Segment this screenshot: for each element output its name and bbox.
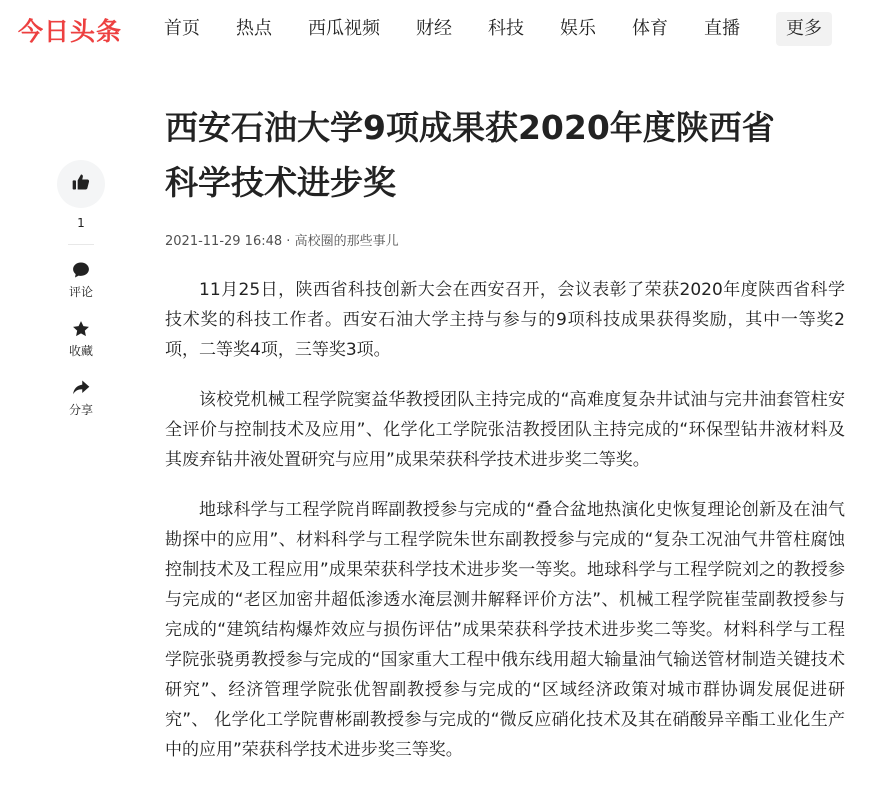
star-icon [56,318,106,340]
article-meta [165,230,845,249]
comment-label: 评论 [68,285,93,299]
share-arrow-icon [56,377,106,399]
top-bar [0,0,882,58]
site-logo[interactable]: 今日头条 [18,17,123,46]
nav-item-home[interactable]: 首页 [164,18,200,39]
article-title-line-1: 西安石油大学9项成果获2020年度陕西省 [165,108,775,147]
like-count: 1 [77,216,85,230]
article-title [165,100,845,210]
article [165,100,845,785]
article-paragraph: 地球科学与工程学院肖晖副教授参与完成的“叠合盆地热演化史恢复理论创新及在油气勘探中的应用”、材料科学与工程学院朱世东副教授参与完成的“复杂工况油气井管柱腐蚀控制技术及工程应用”成果荣获科学技术进步奖一等奖。地球科学与工程学院刘之的教授参与完成的“老区加密井超低渗透水淹层测井解释评价方法”、机械工程学院崔莹副教授参与完成的“建筑结构爆炸效应与损伤评估”成果荣获科学技术进步奖二等奖。材料科学与工程学院张骁勇教授参与完成的“国家重大工程中俄东线用超大输量油气输送管材制造关键技术研究”、经济管理学院张优智副教授参与完成的“区域经济政策对城市群协调发展促进研究”、 化学化工学院曹彬副教授参与完成的“微反应硝化技术及其在硝酸异辛酯工业化生产中的应用”荣获科学技术进步奖三等奖。 [165,500,845,760]
favorite-button[interactable] [56,318,106,359]
nav-item-sports[interactable]: 体育 [632,18,668,39]
article-title-line-2: 科学技术进步奖 [165,163,396,202]
sidebar-divider [68,244,94,245]
nav-item-finance[interactable]: 财经 [416,18,452,39]
comment-button[interactable] [56,259,106,300]
share-label: 分享 [68,403,93,417]
nav-item-tech[interactable]: 科技 [488,18,524,39]
meta-separator: · [286,234,291,249]
publish-time: 2021-11-29 16:48 [165,234,283,249]
article-body [165,275,845,765]
like-button[interactable] [57,160,105,208]
favorite-label: 收藏 [68,344,93,358]
nav-item-xigua-video[interactable]: 西瓜视频 [308,18,380,39]
article-paragraph: 11月25日，陕西省科技创新大会在西安召开，会议表彰了荣获2020年度陕西省科学技术奖的科技工作者。西安石油大学主持与参与的9项科技成果获得奖励，其中一等奖2项，二等奖4项，三等奖3项。 [165,280,845,360]
thumbs-up-icon [71,172,91,196]
article-source[interactable]: 高校圈的那些事儿 [294,234,399,249]
nav-item-entertainment[interactable]: 娱乐 [560,18,596,39]
comment-icon [56,259,106,281]
share-button[interactable] [56,377,106,418]
article-paragraph: 该校党机械工程学院窦益华教授团队主持完成的“高难度复杂井试油与完井油套管柱安全评价与控制技术及应用”、化学化工学院张洁教授团队主持完成的“环保型钻井液材料及其废弃钻井液处置研究与应用”成果荣获科学技术进步奖二等奖。 [165,390,845,470]
more-button[interactable]: 更多 [776,12,832,46]
main-nav [164,12,832,46]
article-action-sidebar [56,160,106,418]
nav-item-live[interactable]: 直播 [704,18,740,39]
nav-item-hot[interactable]: 热点 [236,18,272,39]
